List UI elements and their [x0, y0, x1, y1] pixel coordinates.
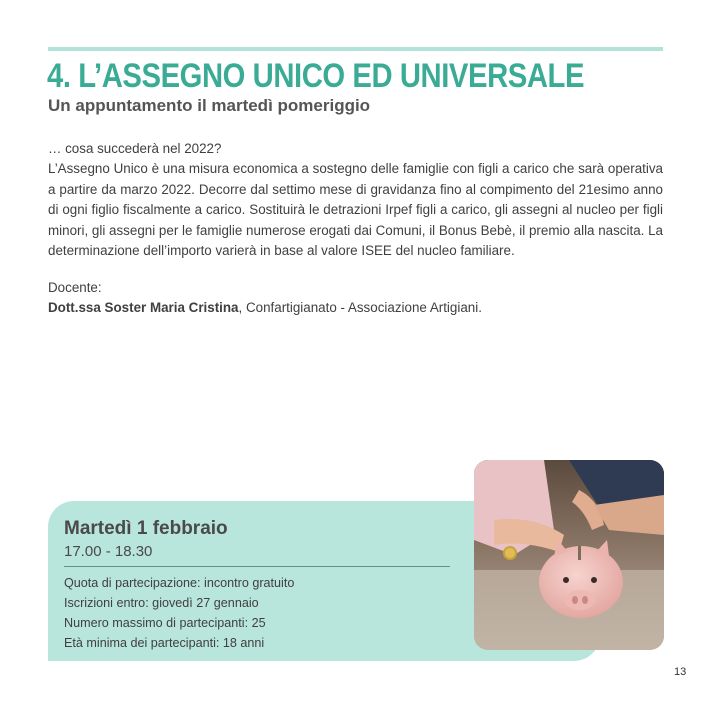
teacher-line: [48, 298, 663, 318]
piggy-bank-photo: [474, 460, 664, 650]
lead-question: … cosa succederà nel 2022?: [48, 141, 222, 156]
description-paragraph: L’Assegno Unico è una misura economica a sostegno delle famiglie con figli a carico che sarà operativa a partire da marzo 2022. Decorre dal settimo mese di gravidanza fino al compimento del 21esimo anno di ogni figlio fiscalmente a carico. Sostituirà le detrazioni Irpef figli a carico, gli assegni al nucleo per figli minori, gli assegni per le famiglie numerose erogati dai Comuni, il Bonus Bebè, il premio alla nascita. La determinazione dell’importo varierà in base al valore ISEE del nucleo familiare.: [48, 161, 663, 259]
page-title: 4. L’ASSEGNO UNICO ED UNIVERSALE: [47, 57, 585, 95]
event-details: [64, 573, 294, 653]
detail-max-participants: Numero massimo di partecipanti: 25: [64, 616, 266, 630]
detail-fee: Quota di partecipazione: incontro gratuito: [64, 576, 295, 590]
detail-registration: Iscrizioni entro: giovedì 27 gennaio: [64, 596, 259, 610]
page-number: 13: [674, 666, 687, 678]
detail-min-age: Età minima dei partecipanti: 18 anni: [64, 636, 265, 650]
teacher-name: Dott.ssa Soster Maria Cristina: [48, 300, 239, 316]
teacher-block: [48, 278, 663, 319]
teacher-affiliation: , Confartigianato - Associazione Artigiani.: [238, 300, 482, 316]
info-divider: [64, 566, 450, 567]
page-subtitle: Un appuntamento il martedì pomeriggio: [48, 96, 371, 115]
teacher-label: Docente:: [48, 280, 102, 295]
event-date: Martedì 1 febbraio: [64, 518, 228, 539]
description: [48, 139, 663, 261]
event-time: 17.00 - 18.30: [64, 543, 153, 560]
header-rule: [48, 47, 663, 51]
